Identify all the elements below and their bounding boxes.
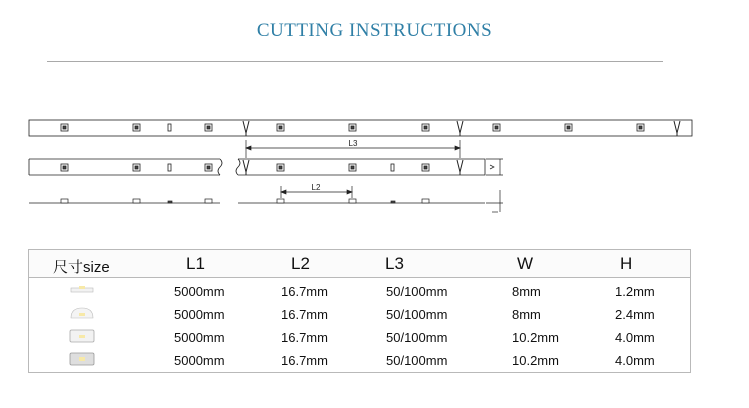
cell-l3: 50/100mm	[386, 330, 448, 345]
cell-l1: 5000mm	[174, 307, 225, 322]
resistor	[168, 164, 171, 171]
cell-l2: 16.7mm	[281, 353, 328, 368]
cell-l1: 5000mm	[174, 353, 225, 368]
cell-l3: 50/100mm	[386, 307, 448, 322]
epoxy-coated-strip-profile-icon	[69, 306, 95, 320]
resistor	[391, 164, 394, 171]
tube-strip-profile-icon	[69, 329, 95, 343]
cell-w: 10.2mm	[512, 330, 559, 345]
cell-l3: 50/100mm	[386, 353, 448, 368]
cell-w: 8mm	[512, 307, 541, 322]
cell-l2: 16.7mm	[281, 307, 328, 322]
resistor	[168, 124, 171, 131]
header-l3: L3	[385, 254, 404, 273]
page-title: CUTTING INSTRUCTIONS	[256, 20, 493, 41]
cell-l3: 50/100mm	[386, 284, 448, 299]
table-row	[29, 349, 690, 371]
break-mark-right	[236, 159, 240, 175]
w-dimension	[486, 159, 503, 175]
led-strip-full	[29, 120, 692, 136]
spec-table	[28, 249, 691, 373]
cell-l1: 5000mm	[174, 284, 225, 299]
break-mark-left	[218, 159, 222, 175]
led-strip-right-segment	[238, 159, 485, 175]
table-header-row	[29, 250, 690, 278]
scissors-cut-mark	[243, 160, 249, 175]
header-l2: L2	[291, 254, 310, 273]
cell-h: 1.2mm	[615, 284, 655, 299]
l3-label: L3	[348, 139, 358, 148]
header-h: H	[620, 254, 633, 273]
header-w: W	[517, 254, 534, 273]
header-size: 尺寸size	[53, 259, 110, 276]
table-row	[29, 303, 690, 325]
cell-h: 2.4mm	[615, 307, 655, 322]
cell-l1: 5000mm	[174, 330, 225, 345]
filled-tube-strip-profile-icon	[69, 352, 95, 366]
header-l1: L1	[186, 254, 205, 273]
bare-strip-profile-icon	[69, 283, 95, 297]
h-dimension	[486, 190, 503, 212]
cell-l2: 16.7mm	[281, 330, 328, 345]
cell-h: 4.0mm	[615, 353, 655, 368]
scissors-cut-mark	[457, 160, 463, 175]
cell-h: 4.0mm	[615, 330, 655, 345]
l2-label: L2	[311, 183, 321, 192]
cell-w: 8mm	[512, 284, 541, 299]
cell-l2: 16.7mm	[281, 284, 328, 299]
table-row	[29, 280, 690, 302]
cell-w: 10.2mm	[512, 353, 559, 368]
table-row	[29, 326, 690, 348]
led-strip-left-segment	[29, 159, 220, 175]
profile-chips	[61, 199, 429, 203]
